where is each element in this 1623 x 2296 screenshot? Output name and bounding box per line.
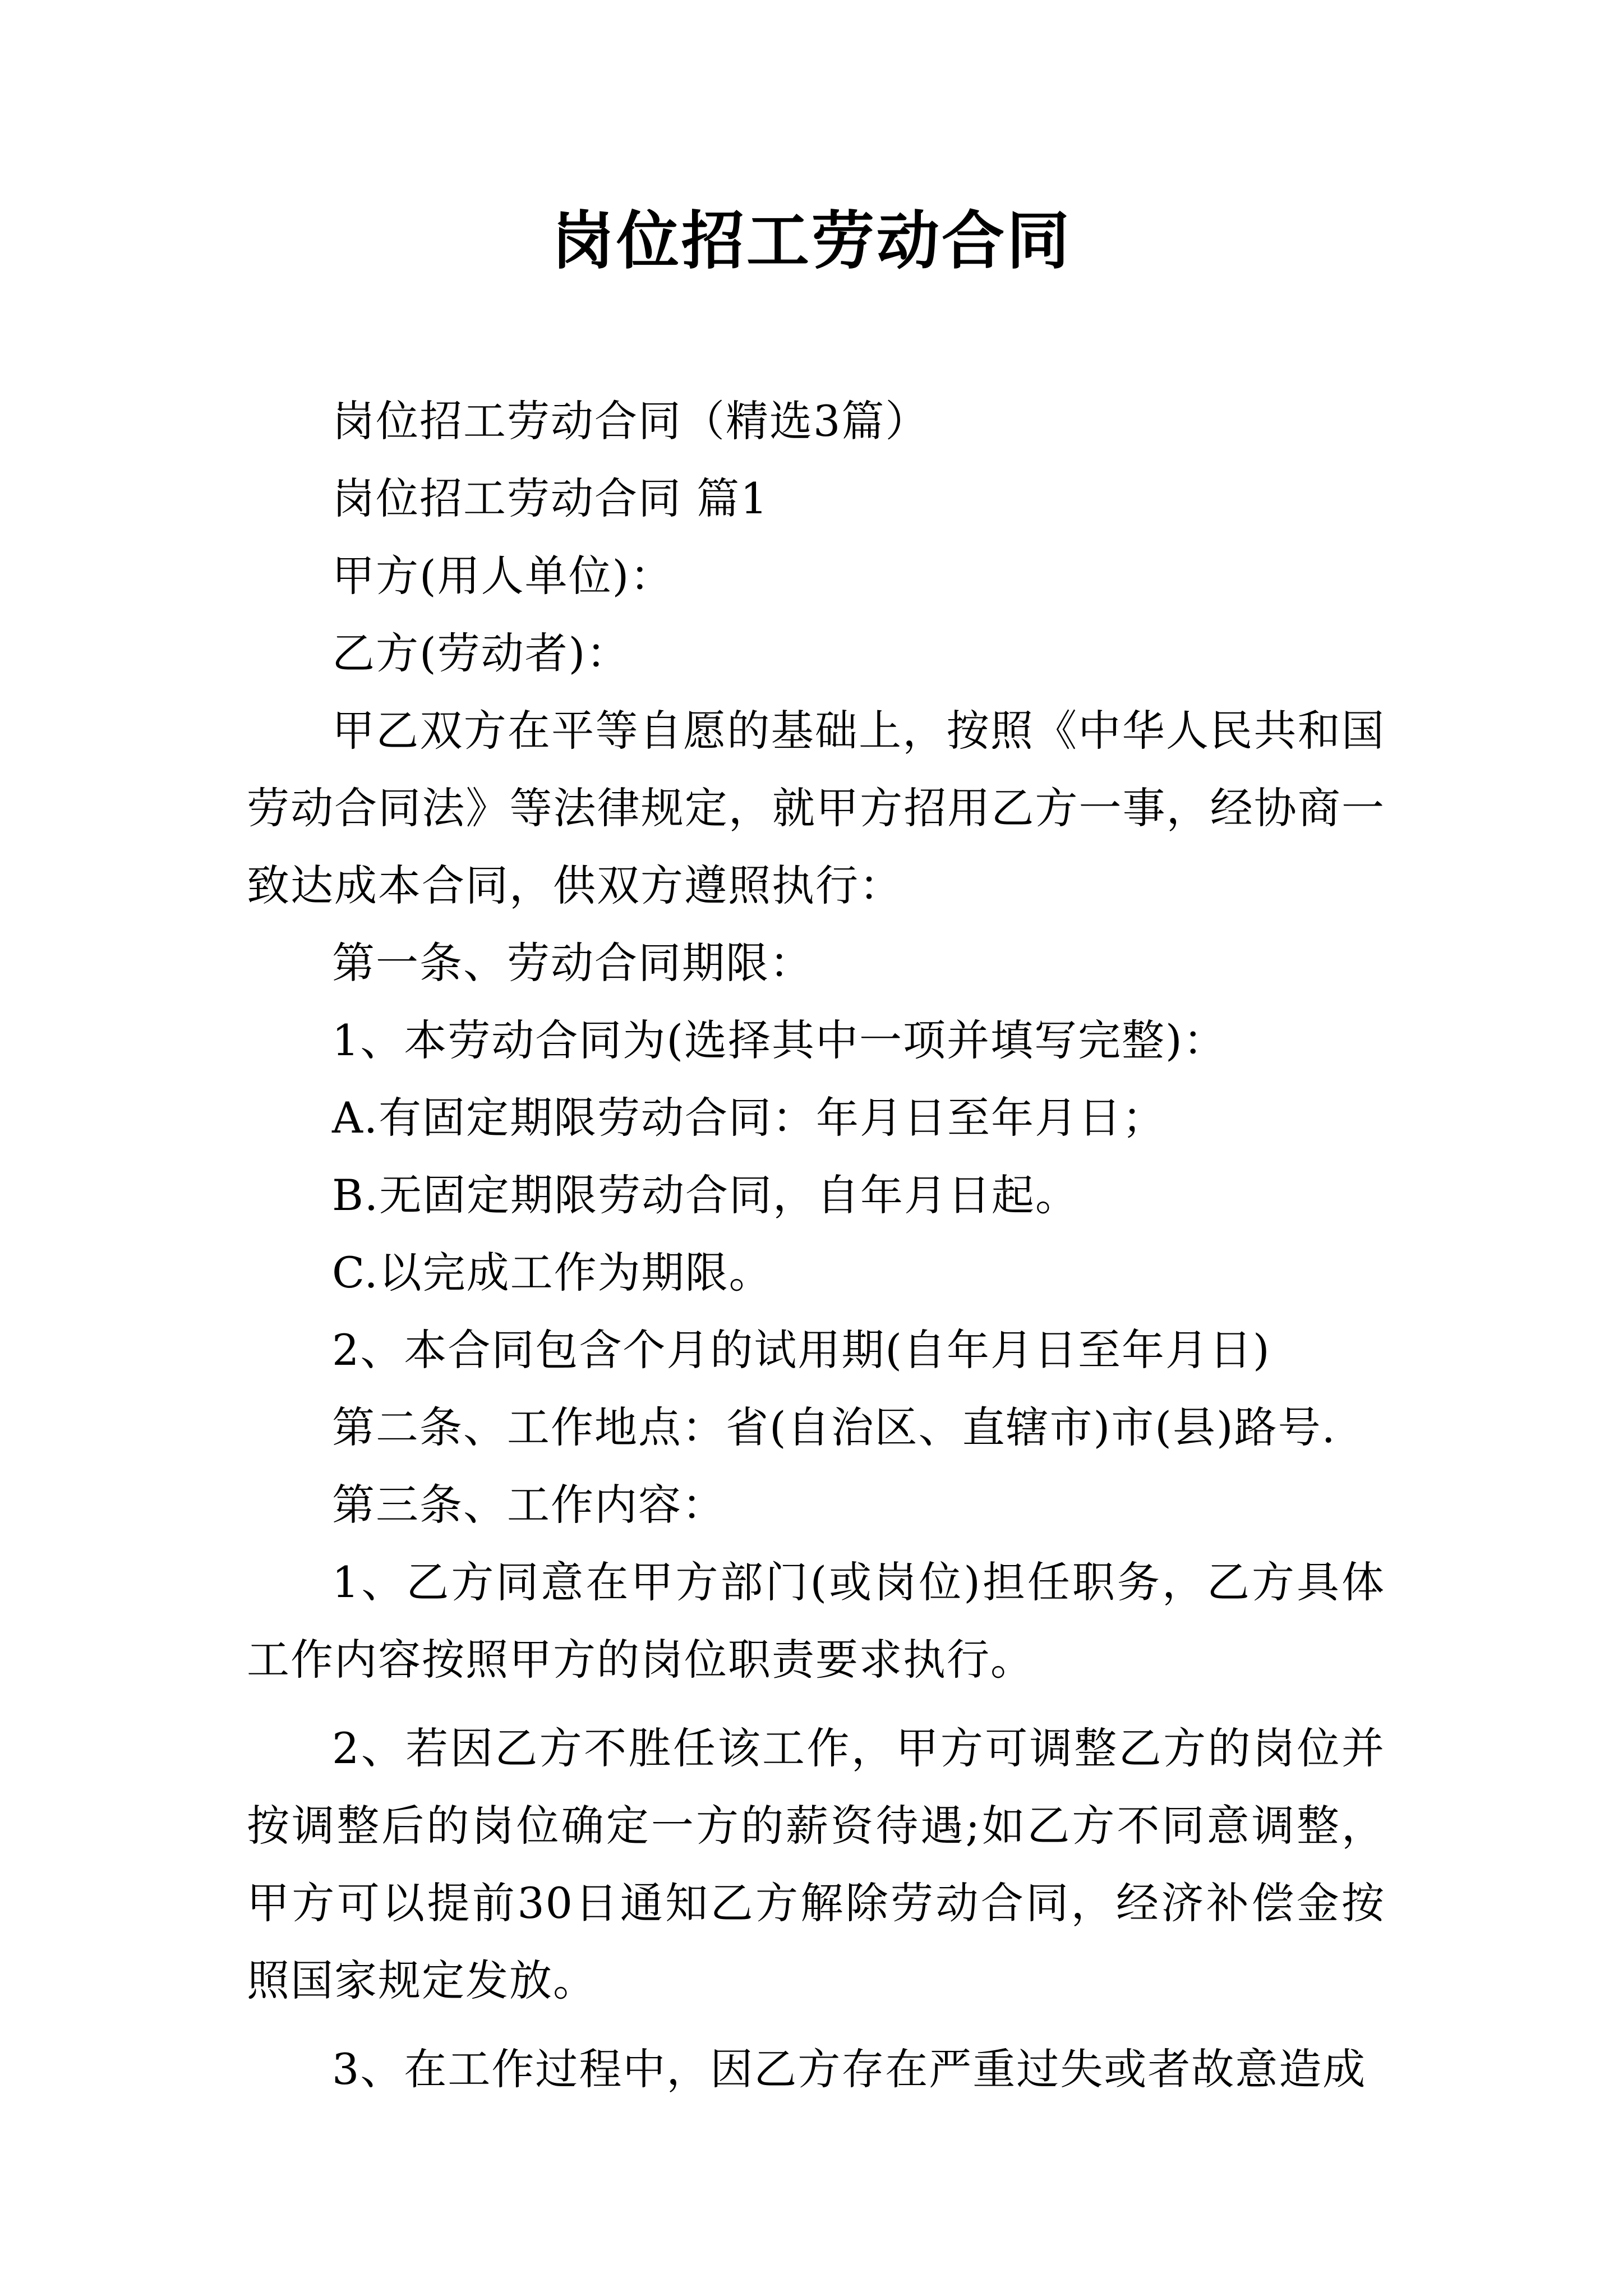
paragraph-option-a: A.有固定期限劳动合同：年月日至年月日；: [332, 1093, 1166, 1143]
document-body: [247, 383, 1385, 2108]
paragraph-article-3: 第三条、工作内容：: [332, 1480, 726, 1530]
paragraph-clause: 1、乙方同意在甲方部门(或岗位)担任职务，乙方具体工作内容按照甲方的岗位职责要求执行。: [247, 1557, 1385, 1685]
paragraph-clause: 1、本劳动合同为(选择其中一项并填写完整)：: [332, 1015, 1227, 1065]
paragraph-article-1: 第一条、劳动合同期限：: [332, 938, 813, 988]
paragraph-party-a: 甲方(用人单位)：: [332, 551, 674, 601]
paragraph-option-b: B.无固定期限劳动合同，自年月日起。: [332, 1170, 1080, 1220]
paragraph-preamble: 甲乙双方在平等自愿的基础上，按照《中华人民共和国劳动合同法》等法律规定，就甲方招用乙方一事，经协商一致达成本合同，供双方遵照执行：: [247, 706, 1385, 910]
paragraph-party-b: 乙方(劳动者)：: [332, 628, 630, 678]
paragraph-clause: 2、本合同包含个月的试用期(自年月日至年月日): [332, 1325, 1271, 1375]
paragraph-clause: 2、若因乙方不胜任该工作，甲方可调整乙方的岗位并按调整后的岗位确定一方的薪资待遇;如乙方不同意调整，甲方可以提前30日通知乙方解除劳动合同，经济补偿金按照国家规定发放。: [247, 1723, 1385, 2005]
paragraph-article-2: 第二条、工作地点：省(自治区、直辖市)市(县)路号.: [332, 1402, 1336, 1452]
paragraph-section-heading: 岗位招工劳动合同 篇1: [332, 473, 769, 523]
paragraph-option-c: C.以完成工作为期限。: [332, 1248, 773, 1297]
paragraph-subtitle: 岗位招工劳动合同（精选3篇）: [332, 396, 929, 446]
document-title: 岗位招工劳动合同: [551, 204, 1072, 278]
paragraph-clause: 3、在工作过程中，因乙方存在严重过失或者故意造成: [332, 2044, 1367, 2094]
